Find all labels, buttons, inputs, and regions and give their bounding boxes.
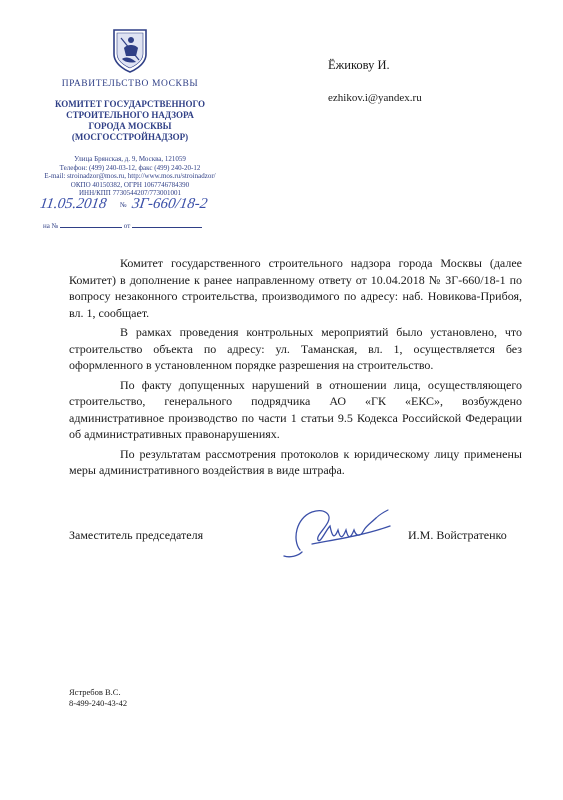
- phone-line: Телефон: (499) 240-03-12, факс (499) 240-20-12: [59, 163, 201, 172]
- committee-line: (МОСГОССТРОЙНАДЗОР): [71, 132, 189, 142]
- recipient-email: ezhikov.i@yandex.ru: [328, 92, 422, 104]
- registration-stamp: [40, 196, 222, 218]
- reference-number-blank: [60, 221, 122, 228]
- okpo-line: ОКПО 40150382, ОГРН 1067746784390: [70, 180, 190, 189]
- registration-date: 11.05.2018: [38, 196, 108, 212]
- recipient-name: Ёжикову И.: [328, 58, 390, 72]
- body-paragraph: Комитет государственного строительного надзора города Москвы (далее Комитет) в дополнение к ранее направленному ответу от 10.04.2018 № ЗГ-660/18-1 по вопросу незаконного строительства, производимого по адресу: наб. Новикова-Прибоя, вл. 1, сообщает.: [69, 256, 522, 320]
- executor-phone: 8-499-240-43-42: [69, 698, 128, 708]
- handwritten-signature: [272, 500, 396, 562]
- committee-line: КОМИТЕТ ГОСУДАРСТВЕННОГО: [54, 99, 206, 109]
- registration-number: 3Г-660/18-2: [130, 196, 209, 212]
- email-line: E-mail: stroinadzor@mos.ru, http://www.mos.ru/stroinadzor/: [44, 172, 216, 181]
- letter-body: [69, 255, 522, 482]
- reference-number-label: на №: [43, 222, 59, 230]
- reference-date-label: от: [123, 222, 131, 230]
- registration-number-label: №: [120, 201, 127, 209]
- signatory-title: Заместитель председателя: [69, 528, 204, 542]
- body-paragraph: В рамках проведения контрольных мероприятий было установлено, что строительство объекта по адресу: ул. Таманская, вл. 1, осуществляется без оформленного в установленном порядке разрешения на строительство.: [69, 325, 522, 372]
- reference-date-blank: [132, 221, 202, 228]
- body-paragraph: По факту допущенных нарушений в отношении лица, осуществляющего строительство, генерального подрядчика АО «ГК «ЕКС», возбуждено административное производство по части 1 статьи 9.5 Кодекса Российской Федерации об административных правонарушениях.: [69, 377, 522, 441]
- inn-line: ИНН/КПП 7730544207/773001001: [78, 189, 182, 198]
- body-paragraph: По результатам рассмотрения протоколов к юридическому лицу применены меры административного воздействия в виде штрафа.: [69, 446, 522, 477]
- committee-line: СТРОИТЕЛЬНОГО НАДЗОРА: [66, 110, 194, 120]
- committee-name: [40, 99, 220, 143]
- contact-info: [38, 155, 222, 198]
- committee-line: ГОРОДА МОСКВЫ: [88, 121, 172, 131]
- signatory-name: И.М. Войстратенко: [408, 528, 507, 542]
- moscow-coat-of-arms-icon: [112, 28, 148, 74]
- reference-line: [43, 221, 221, 230]
- executor-info: [69, 687, 127, 709]
- government-name: ПРАВИТЕЛЬСТВО МОСКВЫ: [61, 79, 199, 89]
- executor-name: Ястребов В.С.: [69, 687, 121, 697]
- address-line: Улица Брянская, д. 9, Москва, 121059: [74, 155, 186, 163]
